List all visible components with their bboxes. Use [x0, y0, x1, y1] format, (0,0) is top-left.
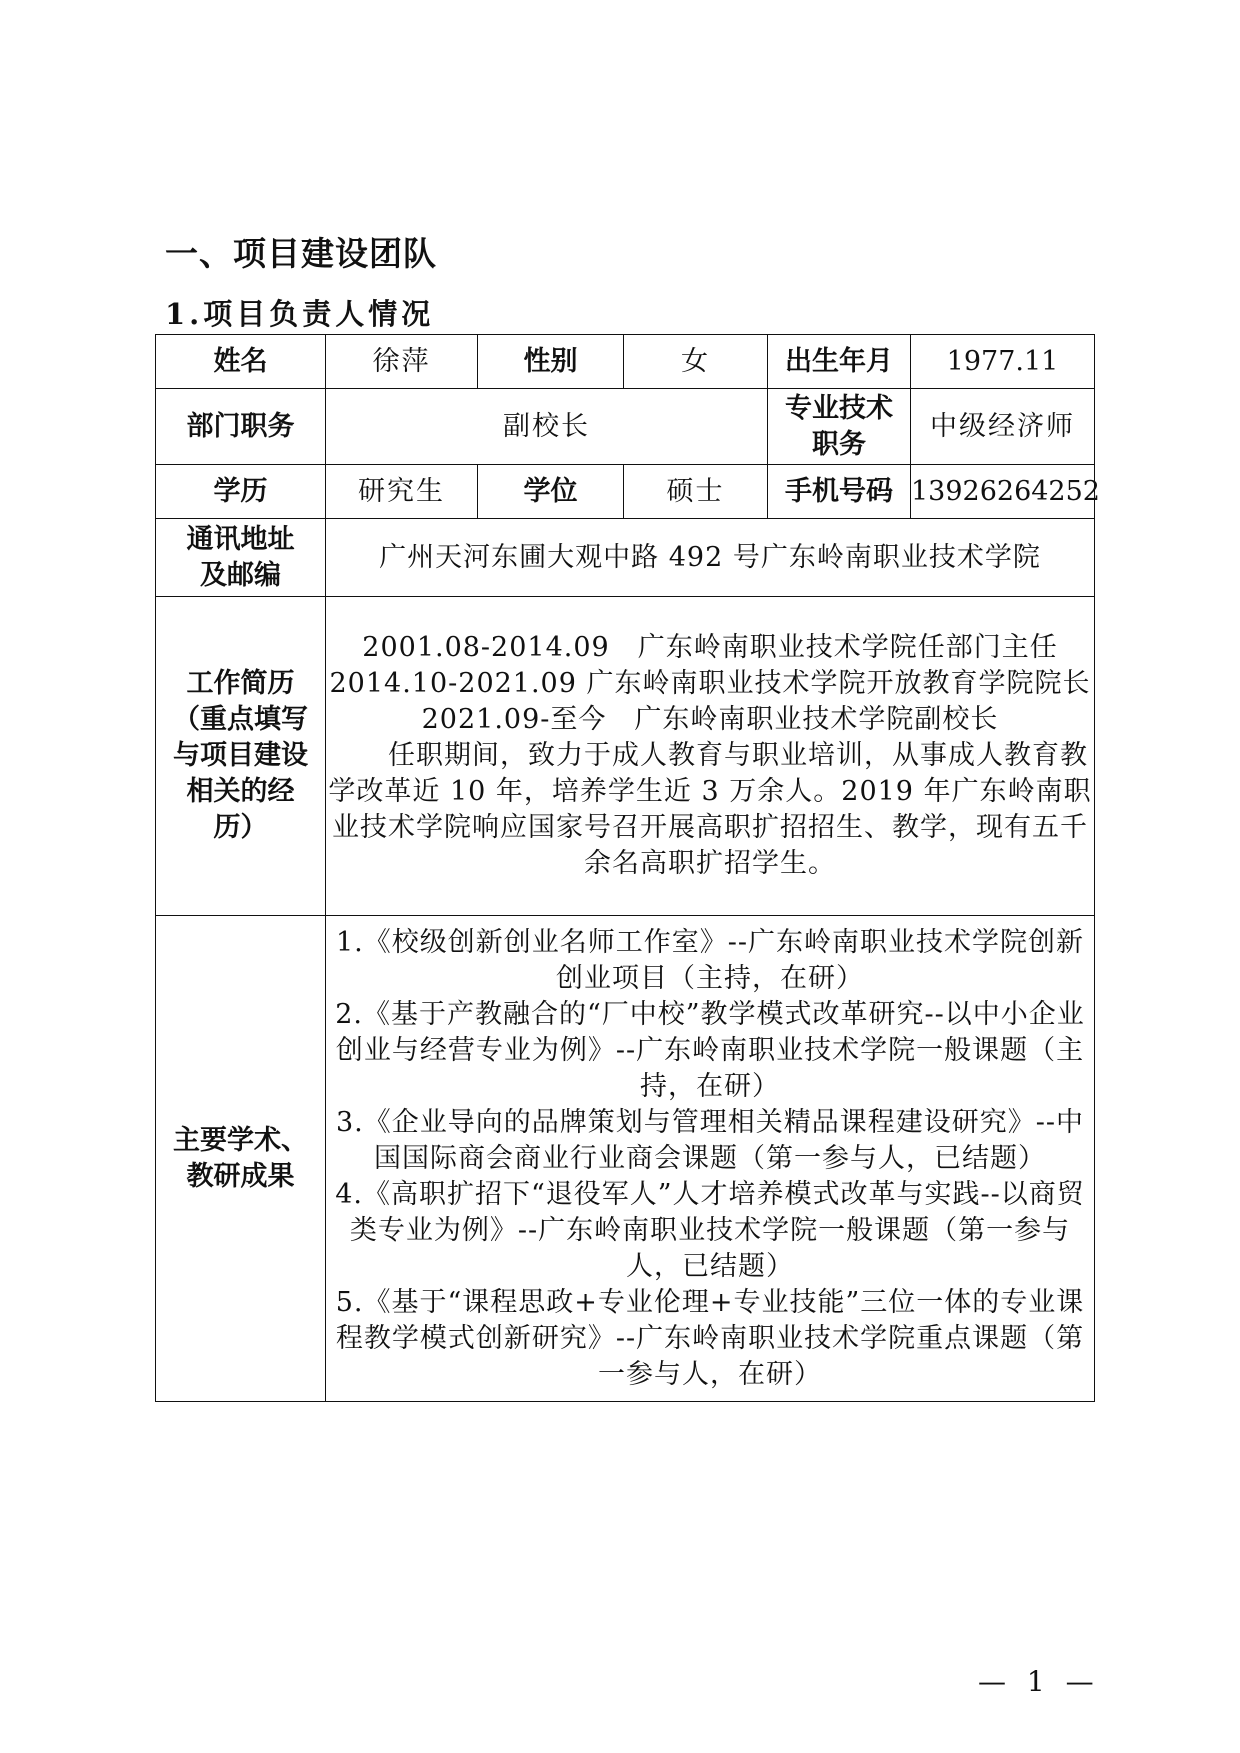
edu-label: 学历 [156, 465, 326, 519]
work-history-paragraph: 任职期间，致力于成人教育与职业培训，从事成人教育教学改革近 10 年，培养学生近 3 万余人。2019 年广东岭南职业技术学院响应国家号召开展高职扩招招生、教学，现有五千余名高职扩招学生。 [328, 740, 1092, 879]
work-label-line: （重点填写 [173, 704, 308, 735]
achievements-label-line2: 教研成果 [186, 1160, 295, 1192]
work-label-line: 工作简历 [186, 668, 295, 699]
section-title: 一、项目建设团队 [165, 234, 437, 273]
work-history [326, 597, 1095, 916]
address-label-line2: 及邮编 [200, 559, 281, 591]
achievement-item: 2.《基于产教融合的“厂中校”教学模式改革研究--以中小企业创业与经营专业为例》--广东岭南职业技术学院一般课题（主持，在研） [335, 998, 1085, 1102]
address-label [156, 519, 326, 597]
work-label-line: 历） [213, 812, 268, 843]
phone-label: 手机号码 [768, 465, 911, 519]
subsection-title: 1.项目负责人情况 [165, 297, 435, 331]
work-history-line: 2001.08-2014.09 广东岭南职业技术学院任部门主任 [362, 632, 1058, 663]
address-value: 广州天河东圃大观中路 492 号广东岭南职业技术学院 [326, 519, 1095, 597]
achievements-label-line1: 主要学术、 [173, 1124, 308, 1156]
name-value: 徐萍 [326, 335, 478, 389]
title-label-line1: 专业技术 [785, 392, 893, 424]
degree-label: 学位 [478, 465, 624, 519]
leader-info-table [155, 334, 1100, 1402]
degree-value: 硕士 [624, 465, 768, 519]
title-label [768, 389, 911, 465]
birth-value: 1977.11 [911, 335, 1095, 389]
dept-value: 副校长 [326, 389, 768, 465]
page-number: — 1 — [978, 1665, 1100, 1698]
address-label-line1: 通讯地址 [186, 523, 295, 555]
gender-label: 性别 [478, 335, 624, 389]
achievement-item: 3.《企业导向的品牌策划与管理相关精品课程建设研究》--中国国际商会商业行业商会课题（第一参与人，已结题） [335, 1106, 1084, 1174]
achievement-item: 4.《高职扩招下“退役军人”人才培养模式改革与实践--以商贸类专业为例》--广东岭南职业技术学院一般课题（第一参与人，已结题） [335, 1178, 1085, 1282]
title-value: 中级经济师 [911, 389, 1095, 465]
achievements-list [326, 916, 1095, 1402]
work-label-line: 与项目建设 [173, 740, 308, 771]
name-label: 姓名 [156, 335, 326, 389]
work-label-line: 相关的经 [186, 776, 295, 807]
work-label [156, 597, 326, 916]
edu-value: 研究生 [326, 465, 478, 519]
birth-label: 出生年月 [768, 335, 911, 389]
phone-value: 13926264252 [911, 465, 1095, 519]
work-history-line: 2021.09-至今 广东岭南职业技术学院副校长 [421, 704, 999, 735]
achievement-item: 1.《校级创新创业名师工作室》--广东岭南职业技术学院创新创业项目（主持，在研） [335, 926, 1084, 994]
dept-label: 部门职务 [156, 389, 326, 465]
work-history-line: 2014.10-2021.09 广东岭南职业技术学院开放教育学院院长 [329, 668, 1091, 699]
achievements-label [156, 916, 326, 1402]
title-label-line2: 职务 [812, 428, 866, 460]
achievement-item: 5.《基于“课程思政+专业伦理+专业技能”三位一体的专业课程教学模式创新研究》--广东岭南职业技术学院重点课题（第一参与人，在研） [335, 1286, 1085, 1390]
gender-value: 女 [624, 335, 768, 389]
